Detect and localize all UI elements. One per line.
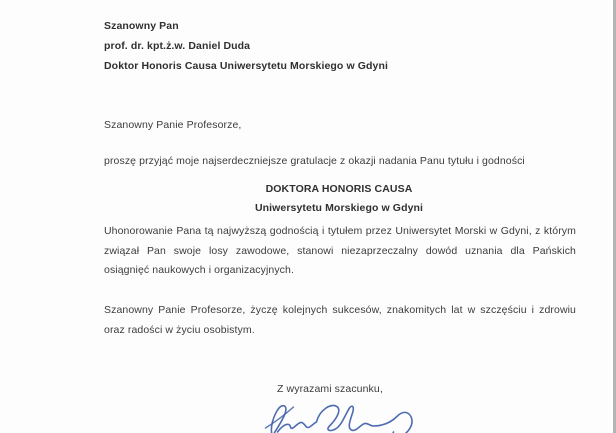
- honor-block: [104, 180, 574, 218]
- handwritten-signature: [262, 398, 430, 433]
- signature-stroke-main: [271, 405, 412, 433]
- wishes-paragraph: Szanowny Panie Profesorze, życzę kolejnych sukcesów, znakomitych lat w szczęściu i zdrowiu oraz radości w życiu osobistym.: [104, 304, 576, 336]
- recipient-block: [104, 16, 388, 76]
- recipient-line-3: Doktor Honoris Causa Uniwersytetu Morskiego w Gdyni: [104, 60, 388, 72]
- body-paragraph: Uhonorowanie Pana tą najwyższą godnością i tytułem przez Uniwersytet Morski w Gdyni, z którym związał Pan swoje losy zawodowe, stanowi niezaprzeczalny dowód uznania dla Pańskich osiągnięć naukowych i organizacyjnych.: [104, 225, 576, 276]
- salutation: Szanowny Panie Profesorze,: [104, 119, 242, 131]
- recipient-line-2: prof. dr. kpt.ż.w. Daniel Duda: [104, 40, 251, 52]
- honor-subtitle: Uniwersytetu Morskiego w Gdyni: [254, 202, 424, 214]
- intro-line: proszę przyjąć moje najserdeczniejsze gratulacje z okazji nadania Panu tytułu i godności: [104, 155, 525, 167]
- recipient-line-1: Szanowny Pan: [104, 20, 179, 32]
- honor-title: DOKTORA HONORIS CAUSA: [265, 183, 413, 195]
- closing-line: Z wyrazami szacunku,: [277, 383, 383, 395]
